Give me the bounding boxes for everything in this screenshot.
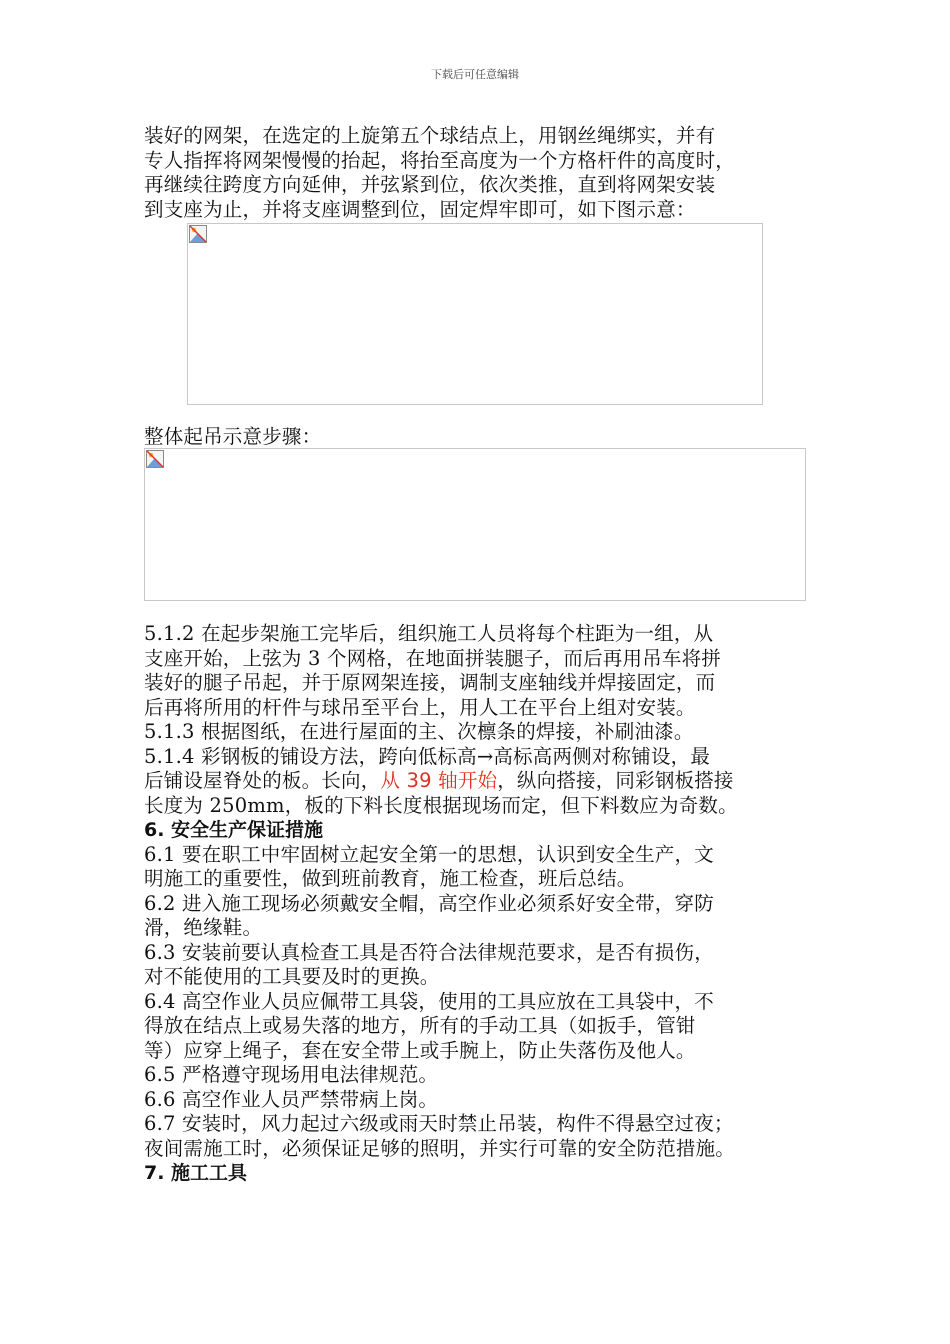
section-5-body [144, 622, 812, 1186]
text-segment: ，纵向搭接，同彩钢板搭接 [497, 769, 734, 792]
text-line: 得放在结点上或易失落的地方，所有的手动工具（如扳手，管钳 [144, 1014, 696, 1037]
text-line: 6.4 高空作业人员应佩带工具袋，使用的工具应放在工具袋中，不 [144, 989, 714, 1013]
text-line: 后再将所用的杆件与球吊至平台上，用人工在平台上组对安装。 [144, 695, 696, 719]
paragraph-intro [144, 124, 812, 222]
text-line: 6.6 高空作业人员严禁带病上岗。 [144, 1087, 439, 1111]
text-line: 5.1.4 彩钢板的铺设方法，跨向低标高→高标高两侧对称铺设，最 [144, 744, 711, 768]
broken-image-icon [189, 225, 207, 243]
text-line: 装好的网架，在选定的上旋第五个球结点上，用钢丝绳绑实，并有 [144, 124, 716, 147]
figure-caption: 整体起吊示意步骤： [144, 425, 322, 448]
text-line: 等）应穿上绳子，套在安全带上或手腕上，防止失落伤及他人。 [144, 1038, 696, 1062]
text-segment: 后铺设屋脊处的板。长向， [144, 769, 381, 792]
text-line: 对不能使用的工具要及时的更换。 [144, 965, 440, 988]
text-line [144, 769, 812, 794]
text-line: 支座开始，上弦为 3 个网格，在地面拼装腿子，而后再用吊车将拼 [144, 646, 722, 670]
page-header: 下载后可任意编辑 [431, 68, 519, 81]
text-line: 再继续往跨度方向延伸，并弦紧到位，依次类推，直到将网架安装 [144, 173, 716, 196]
text-line: 到支座为止，并将支座调整到位，固定焊牢即可，如下图示意： [144, 197, 696, 221]
text-line: 5.1.2 在起步架施工完毕后，组织施工人员将每个柱距为一组，从 [144, 622, 714, 645]
text-line: 滑，绝缘鞋。 [144, 916, 263, 939]
figure-placeholder-1 [187, 223, 763, 405]
text-line: 夜间需施工时，必须保证足够的照明，并实行可靠的安全防范措施。 [144, 1136, 736, 1160]
section-heading: 6. 安全生产保证措施 [144, 819, 324, 841]
broken-image-icon [146, 450, 164, 468]
text-line: 长度为 250mm，板的下料长度根据现场而定，但下料数应为奇数。 [144, 793, 738, 817]
text-line: 明施工的重要性，做到班前教育，施工检查，班后总结。 [144, 867, 637, 890]
text-line: 6.3 安装前要认真检查工具是否符合法律规范要求，是否有损伤， [144, 940, 714, 964]
text-line: 5.1.3 根据图纸，在进行屋面的主、次檩条的焊接，补刷油漆。 [144, 720, 694, 743]
figure-placeholder-2 [144, 448, 806, 601]
text-line: 专人指挥将网架慢慢的抬起，将抬至高度为一个方格杆件的高度时， [144, 148, 736, 172]
text-line: 6.7 安装时，风力起过六级或雨天时禁止吊装，构件不得悬空过夜； [144, 1112, 734, 1135]
text-line: 6.5 严格遵守现场用电法律规范。 [144, 1063, 439, 1086]
text-line: 装好的腿子吊起，并于原网架连接，调制支座轴线并焊接固定，而 [144, 671, 716, 694]
text-line: 6.2 进入施工现场必须戴安全帽，高空作业必须系好安全带，穿防 [144, 891, 714, 915]
text-line: 6.1 要在职工中牢固树立起安全第一的思想，认识到安全生产，文 [144, 842, 714, 866]
section-heading: 7. 施工工具 [144, 1162, 248, 1184]
highlighted-text: 从 39 轴开始 [380, 769, 498, 792]
